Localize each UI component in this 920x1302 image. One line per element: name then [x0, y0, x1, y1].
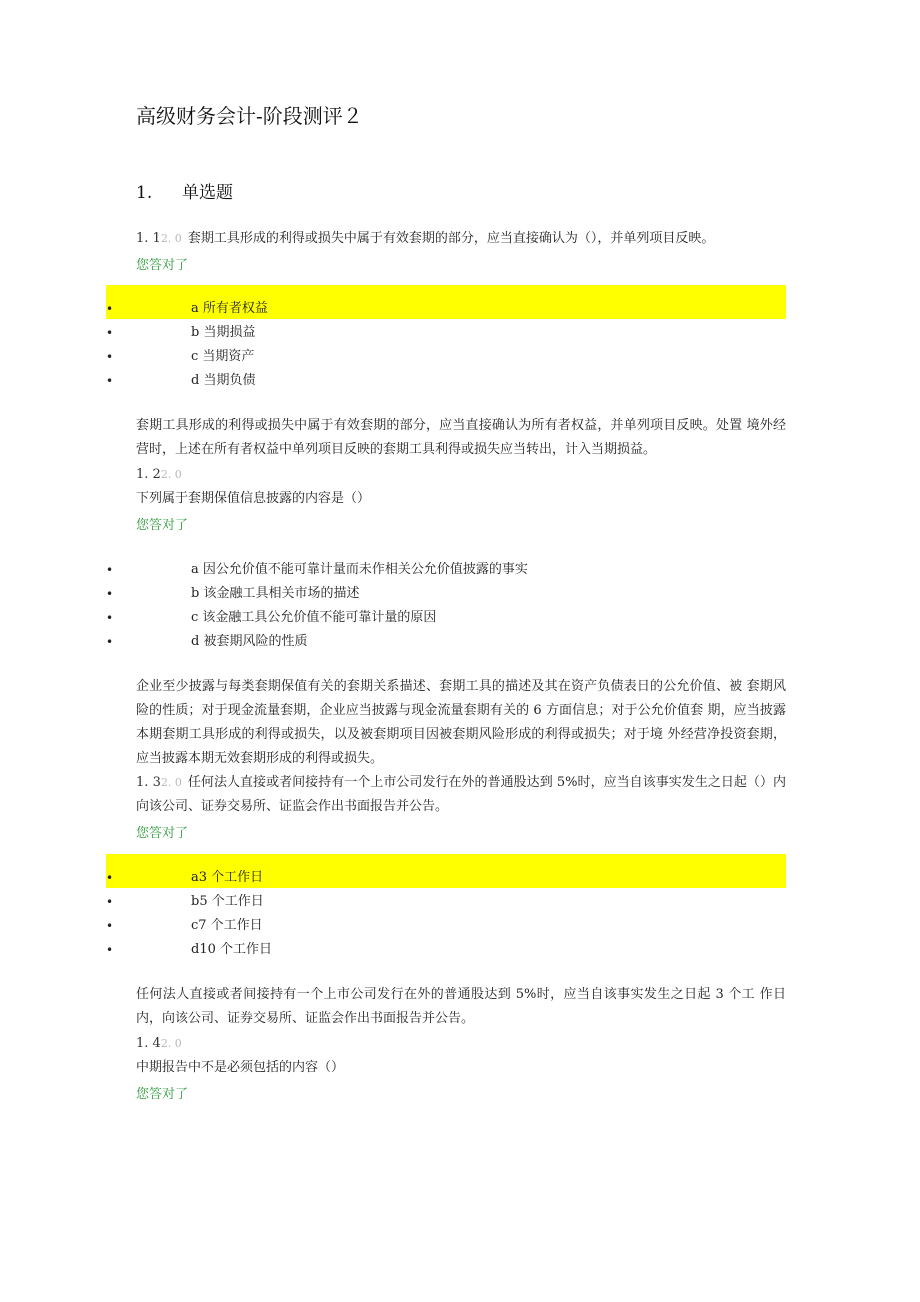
bullet-icon: • — [106, 611, 114, 625]
bullet-icon: • — [106, 326, 114, 340]
question-score: 2. 0 — [160, 776, 182, 789]
question-number: 1. 1 — [136, 231, 161, 246]
section-number: 1. — [136, 183, 153, 203]
answer-result: 您答对了 — [136, 258, 189, 273]
bullet-icon: • — [106, 871, 114, 885]
bullet-icon: • — [106, 350, 114, 364]
answer-explanation: 套期工具形成的利得或损失中属于有效套期的部分，应当直接确认为所有者权益，并单列项目反映。处置 境外经营时，上述在所有者权益中单列项目反映的套期工具利得或损失应当转出，计入当期损益。 — [136, 418, 786, 457]
question-score: 2. 0 — [160, 1037, 182, 1050]
question-number: 1. 2 — [136, 467, 161, 482]
question-1-3-stem — [136, 771, 786, 819]
answer-result: 您答对了 — [136, 1087, 189, 1102]
question-1-1-stem — [136, 227, 714, 251]
bullet-icon: • — [106, 895, 114, 909]
question-text: 套期工具形成的利得或损失中属于有效套期的部分，应当直接确认为（），并单列项目反映。 — [187, 231, 715, 246]
section-label: 单选题 — [182, 183, 233, 203]
answer-explanation: 任何法人直接或者间接持有一个上市公司发行在外的普通股达到 5%时，应当自该事实发生之日起 3 个工 作日内，向该公司、证券交易所、证监会作出书面报告并公告。 — [136, 987, 786, 1026]
question-score: 2. 0 — [160, 232, 182, 245]
answer-explanation: 企业至少披露与每类套期保值有关的套期关系描述、套期工具的描述及其在资产负债表日的公允价值、被 套期风险的性质；对于现金流量套期，企业应当披露与现金流量套期有关的 6 方面信息；对于公允价值套 期，应当披露本期套期工具形成的利得或损失，以及被套期项目因被套期风险形成的利得或损失；对于境 外经营净投资套期，应当披露本期无效套期形成的利得或损失。 — [136, 679, 786, 766]
bullet-icon: • — [106, 635, 114, 649]
question-score: 2. 0 — [160, 468, 182, 481]
question-number: 1. 4 — [136, 1036, 161, 1051]
question-text: 下列属于套期保值信息披露的内容是（） — [136, 491, 371, 506]
bullet-icon: • — [106, 943, 114, 957]
question-text: 中期报告中不是必须包括的内容（） — [136, 1060, 345, 1075]
answer-result: 您答对了 — [136, 518, 189, 533]
bullet-icon: • — [106, 302, 114, 316]
bullet-icon: • — [106, 374, 114, 388]
answer-result: 您答对了 — [136, 826, 189, 841]
page-title: 高级财务会计-阶段测评２ — [136, 104, 363, 128]
question-1-4-number — [136, 1032, 188, 1056]
bullet-icon: • — [106, 563, 114, 577]
question-number: 1. 3 — [136, 775, 161, 790]
bullet-icon: • — [106, 919, 114, 933]
section-heading — [136, 178, 233, 203]
bullet-icon: • — [106, 587, 114, 601]
question-1-2-number — [136, 463, 188, 487]
question-text: 任何法人直接或者间接持有一个上市公司发行在外的普通股达到 5%时，应当自该事实发生之日起（）内 向该公司、证券交易所、证监会作出书面报告并公告。 — [136, 775, 786, 814]
